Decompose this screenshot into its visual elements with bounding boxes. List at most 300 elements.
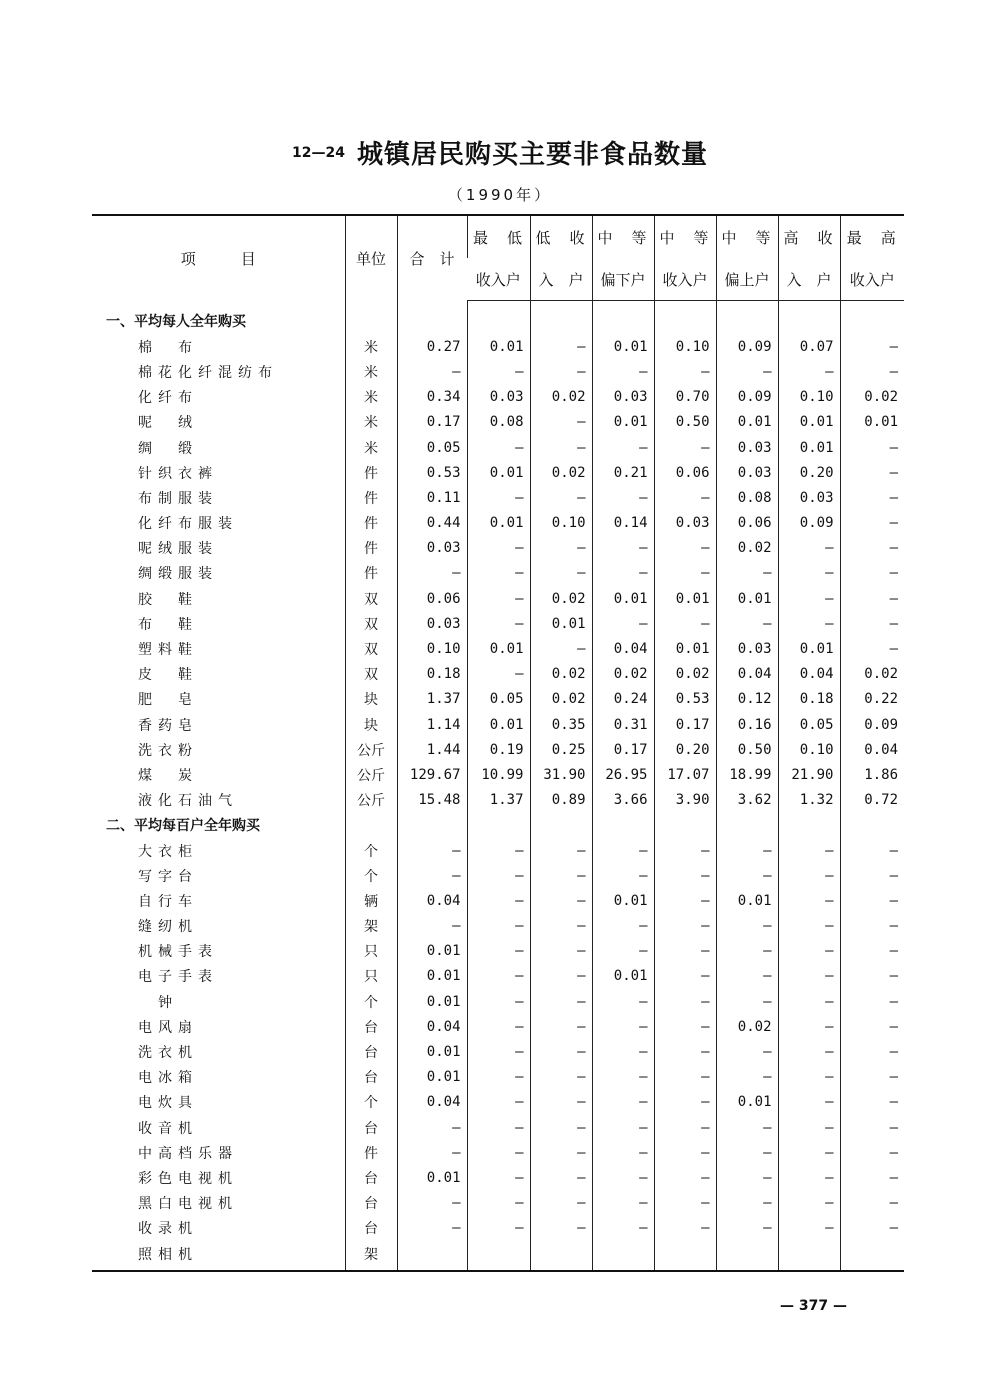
value-cell: 0.10 [778,385,840,410]
value-cell: 0.05 [778,712,840,737]
value-cell: 0.01 [467,712,530,737]
row-label: 机械手表 [138,944,218,961]
row-label: 化纤布 [138,390,198,407]
value-cell [592,1241,654,1271]
value-cell: 0.03 [716,435,778,460]
value-cell: — [840,838,904,863]
header-group-bottom: 入 户 [530,258,592,301]
value-cell: 0.01 [654,586,716,611]
value-cell: 0.02 [654,662,716,687]
value-cell: 0.17 [654,712,716,737]
row-unit: 台 [345,1039,397,1064]
value-cell: — [778,536,840,561]
value-cell: — [467,1014,530,1039]
empty-cell [467,813,530,838]
value-cell: — [467,1090,530,1115]
empty-cell [397,813,467,838]
value-cell: — [840,1191,904,1216]
empty-cell [345,813,397,838]
value-cell: — [654,1065,716,1090]
value-cell: 0.25 [530,737,592,762]
row-label: 中高档乐器 [138,1145,238,1162]
value-cell: 0.09 [716,385,778,410]
value-cell: — [840,1216,904,1241]
value-cell: — [654,1090,716,1115]
row-unit: 米 [345,410,397,435]
value-cell: 0.03 [716,636,778,661]
header-group-top: 最 高 [840,215,904,258]
table-row [92,359,904,384]
empty-cell [397,301,467,335]
empty-cell [840,301,904,335]
header-total: 合 计 [397,215,467,301]
section-row [92,301,904,335]
value-cell: — [654,1191,716,1216]
page-number: — 377 — [780,1298,847,1314]
value-cell: 0.50 [716,737,778,762]
value-cell: 0.10 [530,511,592,536]
empty-cell [467,301,530,335]
value-cell: 0.02 [530,662,592,687]
value-cell [840,1241,904,1271]
value-cell: 0.02 [716,536,778,561]
value-cell: — [467,485,530,510]
value-cell: — [530,536,592,561]
value-cell: 26.95 [592,762,654,787]
table-row [92,1115,904,1140]
value-cell: 0.02 [592,662,654,687]
empty-cell [654,301,716,335]
value-cell: 0.01 [397,989,467,1014]
value-cell: — [530,334,592,359]
header-item: 项 目 [92,215,345,301]
value-cell: — [840,359,904,384]
value-cell: — [530,888,592,913]
value-cell: 0.01 [716,586,778,611]
row-label: 化纤布服装 [138,516,238,533]
value-cell: 0.20 [778,460,840,485]
value-cell: 0.04 [778,662,840,687]
value-cell: 0.01 [778,410,840,435]
value-cell: — [530,1039,592,1064]
value-cell: 1.37 [467,788,530,813]
row-label: 胶 鞋 [138,591,198,608]
value-cell: — [716,914,778,939]
value-cell: 10.99 [467,762,530,787]
value-cell: — [530,485,592,510]
empty-cell [530,301,592,335]
value-cell: — [530,561,592,586]
value-cell: — [530,636,592,661]
table-row [92,435,904,460]
value-cell: 0.02 [840,385,904,410]
value-cell: 0.01 [467,334,530,359]
row-unit: 米 [345,435,397,460]
value-cell: — [778,1090,840,1115]
value-cell: — [778,914,840,939]
value-cell: — [467,1165,530,1190]
row-label: 大衣柜 [138,843,198,860]
table-row [92,536,904,561]
row-unit: 个 [345,1090,397,1115]
value-cell: — [840,511,904,536]
value-cell: — [778,611,840,636]
value-cell: — [530,1065,592,1090]
value-cell: — [467,1216,530,1241]
table-row [92,788,904,813]
value-cell: — [530,1014,592,1039]
value-cell: — [467,536,530,561]
value-cell: — [716,1039,778,1064]
value-cell: 0.09 [840,712,904,737]
table-row [92,989,904,1014]
value-cell: — [592,561,654,586]
value-cell [716,1241,778,1271]
value-cell [467,1241,530,1271]
value-cell: — [654,485,716,510]
value-cell: 1.14 [397,712,467,737]
row-label: 电炊具 [138,1095,198,1112]
value-cell: — [654,863,716,888]
table-row [92,1191,904,1216]
value-cell: 0.08 [467,410,530,435]
value-cell: — [530,1165,592,1190]
value-cell: 0.01 [397,1039,467,1064]
section-row [92,813,904,838]
empty-cell [716,301,778,335]
value-cell: 0.06 [716,511,778,536]
table-row [92,662,904,687]
value-cell: — [467,359,530,384]
value-cell [778,1241,840,1271]
header-group-top: 中 等 [716,215,778,258]
value-cell: 0.04 [397,888,467,913]
value-cell: — [467,1039,530,1064]
value-cell: 0.01 [397,939,467,964]
table-row [92,1165,904,1190]
value-cell: 15.48 [397,788,467,813]
row-label: 黑白电视机 [138,1196,238,1213]
value-cell: — [397,863,467,888]
header-group-top: 最 低 [467,215,530,258]
row-unit: 双 [345,586,397,611]
empty-cell [654,813,716,838]
value-cell: 1.44 [397,737,467,762]
value-cell: — [840,1065,904,1090]
table-number: 12—24 [292,144,345,161]
empty-cell [592,813,654,838]
header-group-top: 中 等 [592,215,654,258]
table-row [92,863,904,888]
row-unit: 公斤 [345,788,397,813]
value-cell [654,1241,716,1271]
value-cell: — [530,435,592,460]
value-cell: — [778,1065,840,1090]
value-cell: — [592,1065,654,1090]
row-label: 肥 皂 [138,692,198,709]
header-row-top [92,215,904,258]
value-cell: 0.02 [530,687,592,712]
empty-cell [778,301,840,335]
value-cell: 0.02 [716,1014,778,1039]
value-cell: — [778,1165,840,1190]
value-cell: — [840,611,904,636]
table-row [92,1014,904,1039]
value-cell: 0.70 [654,385,716,410]
value-cell: — [467,1115,530,1140]
value-cell: — [778,1014,840,1039]
row-label: 照相机 [92,1241,345,1271]
table-row [92,1090,904,1115]
value-cell: 17.07 [654,762,716,787]
value-cell: 0.03 [397,536,467,561]
value-cell: 0.01 [716,888,778,913]
value-cell: — [778,863,840,888]
row-label: 皮 鞋 [138,667,198,684]
row-label: 缝纫机 [138,919,198,936]
value-cell: — [530,964,592,989]
value-cell: — [840,334,904,359]
table-row [92,687,904,712]
value-cell: — [654,536,716,561]
value-cell: — [654,1140,716,1165]
value-cell: — [716,1191,778,1216]
table-row [92,385,904,410]
value-cell: 0.01 [592,334,654,359]
value-cell: — [654,359,716,384]
value-cell: — [778,939,840,964]
table-row [92,888,904,913]
value-cell: 0.05 [467,687,530,712]
value-cell: 0.12 [716,687,778,712]
row-label: 布制服装 [138,490,218,507]
row-label: 针织衣裤 [138,465,218,482]
value-cell: — [530,1216,592,1241]
value-cell: — [778,586,840,611]
row-label: 洗衣机 [138,1045,198,1062]
header-group-bottom: 入 户 [778,258,840,301]
value-cell: — [778,359,840,384]
table-row [92,511,904,536]
row-label: 电风扇 [138,1019,198,1036]
header-group-bottom: 收入户 [840,258,904,301]
value-cell: 0.04 [716,662,778,687]
table-row [92,1065,904,1090]
value-cell [397,1241,467,1271]
data-table [92,214,904,1272]
value-cell: — [840,914,904,939]
row-unit: 米 [345,359,397,384]
row-label: 塑料鞋 [138,642,198,659]
value-cell: — [592,989,654,1014]
header-group-top: 低 收 [530,215,592,258]
value-cell: — [778,1115,840,1140]
table-row [92,561,904,586]
value-cell: 0.01 [530,611,592,636]
value-cell: — [467,586,530,611]
value-cell: 31.90 [530,762,592,787]
empty-cell [778,813,840,838]
row-unit: 件 [345,460,397,485]
value-cell: — [530,863,592,888]
value-cell: 0.01 [592,888,654,913]
header-group-bottom: 收入户 [467,258,530,301]
value-cell: 0.22 [840,687,904,712]
value-cell: — [716,1065,778,1090]
value-cell: — [467,939,530,964]
value-cell: — [840,1014,904,1039]
row-label: 收音机 [138,1120,198,1137]
header-group-top: 中 等 [654,215,716,258]
value-cell: 3.62 [716,788,778,813]
value-cell: — [592,1014,654,1039]
value-cell: — [840,989,904,1014]
value-cell: 0.06 [397,586,467,611]
table-row [92,1241,904,1271]
table-row [92,1216,904,1241]
value-cell: — [530,939,592,964]
value-cell: — [592,1140,654,1165]
value-cell: — [716,561,778,586]
value-cell: — [592,435,654,460]
value-cell: — [840,636,904,661]
row-unit: 块 [345,712,397,737]
value-cell: 0.01 [467,636,530,661]
value-cell: 0.02 [530,385,592,410]
page-title [0,134,1000,171]
value-cell: — [467,964,530,989]
value-cell: — [467,561,530,586]
value-cell: — [840,888,904,913]
value-cell: 0.35 [530,712,592,737]
value-cell: — [716,611,778,636]
value-cell: 0.10 [654,334,716,359]
value-cell: — [840,1115,904,1140]
value-cell: 0.09 [716,334,778,359]
value-cell: — [530,1191,592,1216]
value-cell: — [467,611,530,636]
value-cell: 129.67 [397,762,467,787]
value-cell: 3.90 [654,788,716,813]
table-row [92,460,904,485]
value-cell: — [654,1115,716,1140]
value-cell: 0.19 [467,737,530,762]
table-row [92,939,904,964]
value-cell: — [840,1039,904,1064]
value-cell: — [654,1039,716,1064]
table-row [92,762,904,787]
value-cell: — [592,611,654,636]
row-unit: 台 [345,1065,397,1090]
row-unit: 双 [345,662,397,687]
value-cell: — [397,1216,467,1241]
table-row [92,485,904,510]
value-cell: 0.01 [592,410,654,435]
value-cell: 0.72 [840,788,904,813]
value-cell: — [592,1090,654,1115]
value-cell: — [654,1165,716,1190]
row-label: 煤 炭 [138,767,198,784]
value-cell: — [716,1115,778,1140]
value-cell: 0.06 [654,460,716,485]
header-group-top: 高 收 [778,215,840,258]
value-cell: — [397,561,467,586]
row-label: 棉花化纤混纺布 [138,364,278,381]
value-cell: — [397,1140,467,1165]
table-title: 城镇居民购买主要非食品数量 [356,140,708,170]
row-label: 呢 绒 [138,415,198,432]
table-row [92,712,904,737]
value-cell: 0.04 [397,1014,467,1039]
row-unit: 米 [345,334,397,359]
value-cell: — [467,989,530,1014]
value-cell: 0.24 [592,687,654,712]
value-cell: 0.03 [592,385,654,410]
value-cell: — [716,1140,778,1165]
value-cell: — [467,435,530,460]
row-label: 液化石油气 [138,793,238,810]
value-cell: — [592,359,654,384]
table-row [92,914,904,939]
table-row [92,838,904,863]
value-cell: 0.02 [530,460,592,485]
value-cell: — [654,1216,716,1241]
row-unit: 辆 [345,888,397,913]
value-cell: 0.18 [397,662,467,687]
value-cell: 0.01 [654,636,716,661]
value-cell: 0.04 [840,737,904,762]
value-cell: 3.66 [592,788,654,813]
value-cell: — [840,586,904,611]
value-cell: 21.90 [778,762,840,787]
value-cell: — [530,989,592,1014]
value-cell: 0.18 [778,687,840,712]
value-cell: 1.86 [840,762,904,787]
value-cell: — [397,359,467,384]
value-cell: — [840,1090,904,1115]
value-cell: 0.31 [592,712,654,737]
value-cell: 0.03 [467,385,530,410]
row-label: 布 鞋 [138,616,198,633]
value-cell: — [467,662,530,687]
value-cell: 0.11 [397,485,467,510]
value-cell: 0.17 [397,410,467,435]
value-cell: — [716,863,778,888]
value-cell: — [654,964,716,989]
value-cell: — [778,838,840,863]
row-unit: 双 [345,611,397,636]
value-cell: — [716,1165,778,1190]
value-cell: — [716,838,778,863]
value-cell: — [592,485,654,510]
value-cell: 0.53 [654,687,716,712]
value-cell: 0.44 [397,511,467,536]
value-cell: — [840,460,904,485]
value-cell: 1.32 [778,788,840,813]
value-cell: — [840,939,904,964]
row-unit: 件 [345,1140,397,1165]
row-unit: 件 [345,511,397,536]
row-label: 绸 缎 [138,440,198,457]
value-cell: — [592,1165,654,1190]
value-cell: — [530,914,592,939]
row-unit: 双 [345,636,397,661]
value-cell: — [592,1039,654,1064]
value-cell: — [654,611,716,636]
row-unit: 只 [345,964,397,989]
value-cell: 1.37 [397,687,467,712]
row-label: 棉 布 [138,339,198,356]
